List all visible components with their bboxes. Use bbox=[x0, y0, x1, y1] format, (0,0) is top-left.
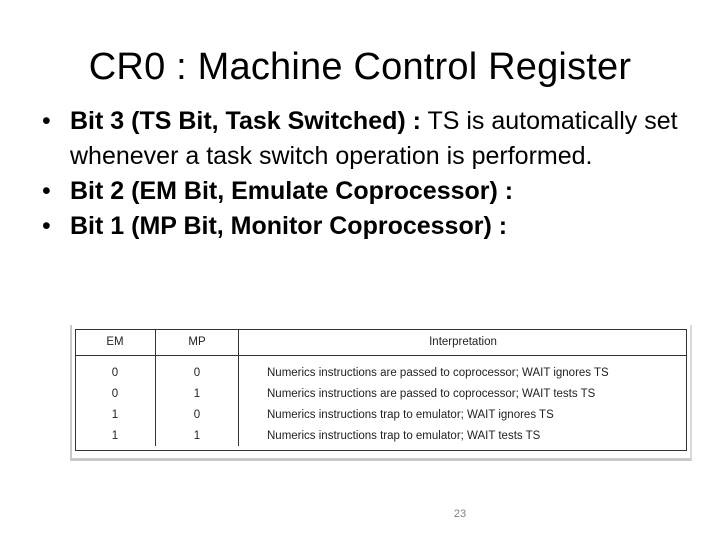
bullet-ts-bit bbox=[42, 104, 682, 174]
cell-interpretation: Numerics instructions are passed to coprocessor; WAIT ignores TS bbox=[267, 366, 609, 379]
table-row bbox=[75, 425, 687, 446]
page-number: 23 bbox=[453, 508, 467, 520]
cell-interpretation: Numerics instructions are passed to coprocessor; WAIT tests TS bbox=[267, 387, 596, 400]
bullet-mp-bit bbox=[42, 209, 682, 244]
cell-em: 1 bbox=[75, 425, 156, 446]
table-row bbox=[75, 383, 687, 404]
table-row bbox=[75, 404, 687, 425]
bullet-marker: • bbox=[42, 107, 51, 135]
cell-em: 1 bbox=[75, 404, 156, 425]
cell-em: 0 bbox=[75, 356, 156, 384]
cell-interpretation: Numerics instructions trap to emulator; WAIT ignores TS bbox=[267, 408, 554, 421]
bullet-list bbox=[42, 104, 682, 244]
cell-mp: 0 bbox=[156, 404, 239, 425]
cell-interpretation: Numerics instructions trap to emulator; WAIT tests TS bbox=[267, 429, 541, 442]
cell-mp: 0 bbox=[156, 356, 239, 384]
bullet-marker: • bbox=[42, 212, 51, 240]
bullet-heading: Bit 2 (EM Bit, Emulate Coprocessor) : bbox=[70, 177, 514, 205]
slide-title: CR0 : Machine Control Register bbox=[88, 46, 632, 88]
header-em: EM bbox=[75, 329, 156, 356]
header-interpretation: Interpretation bbox=[239, 329, 688, 356]
header-mp: MP bbox=[156, 329, 239, 356]
em-mp-table bbox=[75, 329, 687, 446]
cell-mp: 1 bbox=[156, 425, 239, 446]
bullet-marker: • bbox=[42, 177, 51, 205]
bullet-em-bit bbox=[42, 174, 682, 209]
table-row bbox=[75, 356, 687, 384]
table-image-frame bbox=[70, 325, 692, 461]
bullet-heading: Bit 1 (MP Bit, Monitor Coprocessor) : bbox=[70, 212, 508, 240]
bullet-heading: Bit 3 (TS Bit, Task Switched) : bbox=[70, 107, 421, 135]
table-header-row bbox=[75, 329, 687, 356]
cell-mp: 1 bbox=[156, 383, 239, 404]
cell-em: 0 bbox=[75, 383, 156, 404]
bullet-text: TS is automatically set whenever a task switch operation is performed. bbox=[70, 107, 678, 170]
